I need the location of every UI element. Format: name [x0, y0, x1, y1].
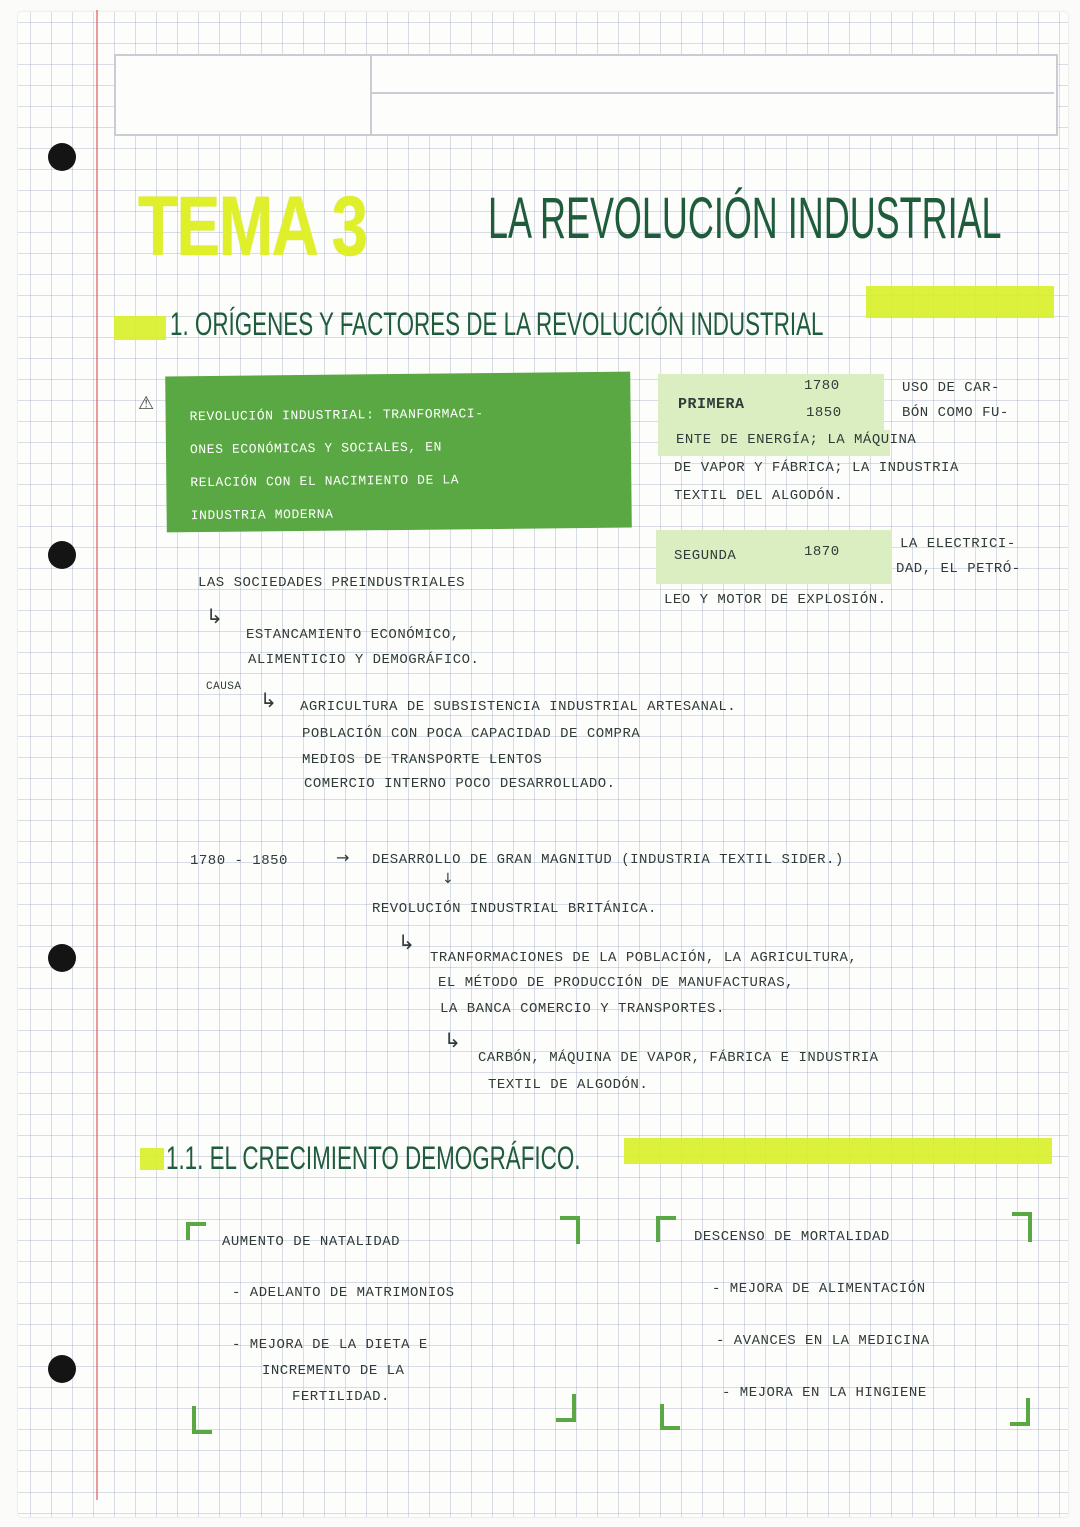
binder-hole: [48, 1355, 76, 1383]
segunda-text: LEO Y MOTOR DE EXPLOSIÓN.: [664, 592, 887, 608]
cause-line: MEDIOS DE TRANSPORTE LENTOS: [302, 752, 543, 768]
cause-line: AGRICULTURA DE SUBSISTENCIA INDUSTRIAL ARTESANAL.: [300, 699, 737, 715]
title-tema: TEMA 3: [138, 179, 367, 273]
header-divider: [370, 54, 372, 136]
natalidad-item-cont: INCREMENTO DE LA: [262, 1363, 405, 1379]
primera-text: DE VAPOR Y FÁBRICA; LA INDUSTRIA: [674, 460, 959, 476]
mortalidad-item: - MEJORA DE ALIMENTACIÓN: [712, 1281, 926, 1297]
cause-label: CAUSA: [206, 681, 242, 693]
bracket-bottom-right: [1010, 1398, 1030, 1426]
bracket-bottom-right: [556, 1394, 576, 1422]
bracket-top-right: [560, 1216, 580, 1244]
header-line: [372, 92, 1054, 94]
section1-highlight-left: [114, 316, 166, 340]
arrow-down-icon: ↓: [442, 871, 454, 887]
stagnation-line: ESTANCAMIENTO ECONÓMICO,: [246, 627, 460, 643]
definition-line: RELACIÓN CON EL NACIMIENTO DE LA: [190, 472, 460, 491]
primera-text: BÓN COMO FU-: [902, 405, 1009, 421]
segunda-label: SEGUNDA: [674, 548, 737, 564]
preindustrial-heading: LAS SOCIEDADES PREINDUSTRIALES: [198, 575, 466, 591]
primera-year-start: 1780: [804, 378, 840, 394]
timeline-british: REVOLUCIÓN INDUSTRIAL BRITÁNICA.: [372, 901, 657, 917]
warning-icon: ⚠: [138, 393, 155, 414]
bracket-bottom-left: [192, 1406, 212, 1434]
definition-line: REVOLUCIÓN INDUSTRIAL: TRANFORMACI-: [189, 406, 484, 425]
section11-title: 1.1. EL CRECIMIENTO DEMOGRÁFICO.: [166, 1140, 581, 1176]
bracket-top-left: [656, 1216, 676, 1242]
binder-hole: [48, 541, 76, 569]
result-line: CARBÓN, MÁQUINA DE VAPOR, FÁBRICA E INDUSTRIA: [478, 1050, 879, 1066]
section1-highlight-right: [866, 286, 1054, 318]
natalidad-item: - ADELANTO DE MATRIMONIOS: [232, 1285, 455, 1301]
bracket-bottom-left: [660, 1404, 680, 1430]
definition-line: INDUSTRIA MODERNA: [190, 506, 334, 524]
title-main: LA REVOLUCIÓN INDUSTRIAL: [488, 186, 1002, 251]
timeline-development: DESARROLLO DE GRAN MAGNITUD (INDUSTRIA TEXTIL SIDER.): [372, 852, 844, 868]
primera-label: PRIMERA: [678, 396, 745, 413]
natalidad-heading: AUMENTO DE NATALIDAD: [222, 1234, 401, 1250]
natalidad-item-cont: FERTILIDAD.: [292, 1389, 390, 1405]
binder-hole: [48, 143, 76, 171]
section11-highlight-left: [140, 1148, 164, 1170]
segunda-text: LA ELECTRICI-: [900, 536, 1016, 552]
mortalidad-heading: DESCENSO DE MORTALIDAD: [694, 1229, 890, 1245]
section1-title: 1. ORÍGENES Y FACTORES DE LA REVOLUCIÓN INDUSTRIAL: [170, 306, 824, 342]
natalidad-item: - MEJORA DE LA DIETA E: [232, 1337, 428, 1353]
arrow-icon: ↳: [398, 930, 415, 954]
primera-year-end: 1850: [806, 405, 842, 421]
primera-text: ENTE DE ENERGÍA; LA MÁQUINA: [676, 432, 917, 448]
segunda-year: 1870: [804, 544, 840, 560]
result-line: TEXTIL DE ALGODÓN.: [488, 1077, 649, 1093]
mortalidad-item: - AVANCES EN LA MEDICINA: [716, 1333, 930, 1349]
primera-text: USO DE CAR-: [902, 380, 1000, 396]
segunda-text: DAD, EL PETRÓ-: [896, 561, 1021, 577]
binder-hole: [48, 944, 76, 972]
arrow-icon: ↳: [260, 688, 277, 712]
arrow-icon: ↳: [206, 604, 223, 628]
cause-line: POBLACIÓN CON POCA CAPACIDAD DE COMPRA: [302, 726, 641, 742]
transformation-line: LA BANCA COMERCIO Y TRANSPORTES.: [440, 1001, 725, 1017]
timeline-period: 1780 - 1850: [190, 853, 288, 869]
transformation-line: EL MÉTODO DE PRODUCCIÓN DE MANUFACTURAS,: [438, 975, 795, 991]
stagnation-line: ALIMENTICIO Y DEMOGRÁFICO.: [248, 652, 480, 668]
bracket-top-left: [186, 1222, 206, 1240]
page-header-box: [114, 54, 1058, 136]
definition-box: [165, 372, 632, 533]
arrow-right-icon: →: [336, 848, 350, 867]
primera-text: TEXTIL DEL ALGODÓN.: [674, 488, 844, 504]
section11-highlight-right: [624, 1138, 1052, 1164]
transformation-line: TRANFORMACIONES DE LA POBLACIÓN, LA AGRICULTURA,: [430, 950, 858, 966]
arrow-icon: ↳: [444, 1028, 461, 1052]
cause-line: COMERCIO INTERNO POCO DESARROLLADO.: [304, 776, 616, 792]
margin-line: [96, 10, 98, 1500]
bracket-top-right: [1012, 1212, 1032, 1242]
mortalidad-item: - MEJORA EN LA HINGIENE: [722, 1385, 927, 1401]
definition-line: ONES ECONÓMICAS Y SOCIALES, EN: [189, 439, 443, 458]
definition-text: [189, 397, 484, 532]
